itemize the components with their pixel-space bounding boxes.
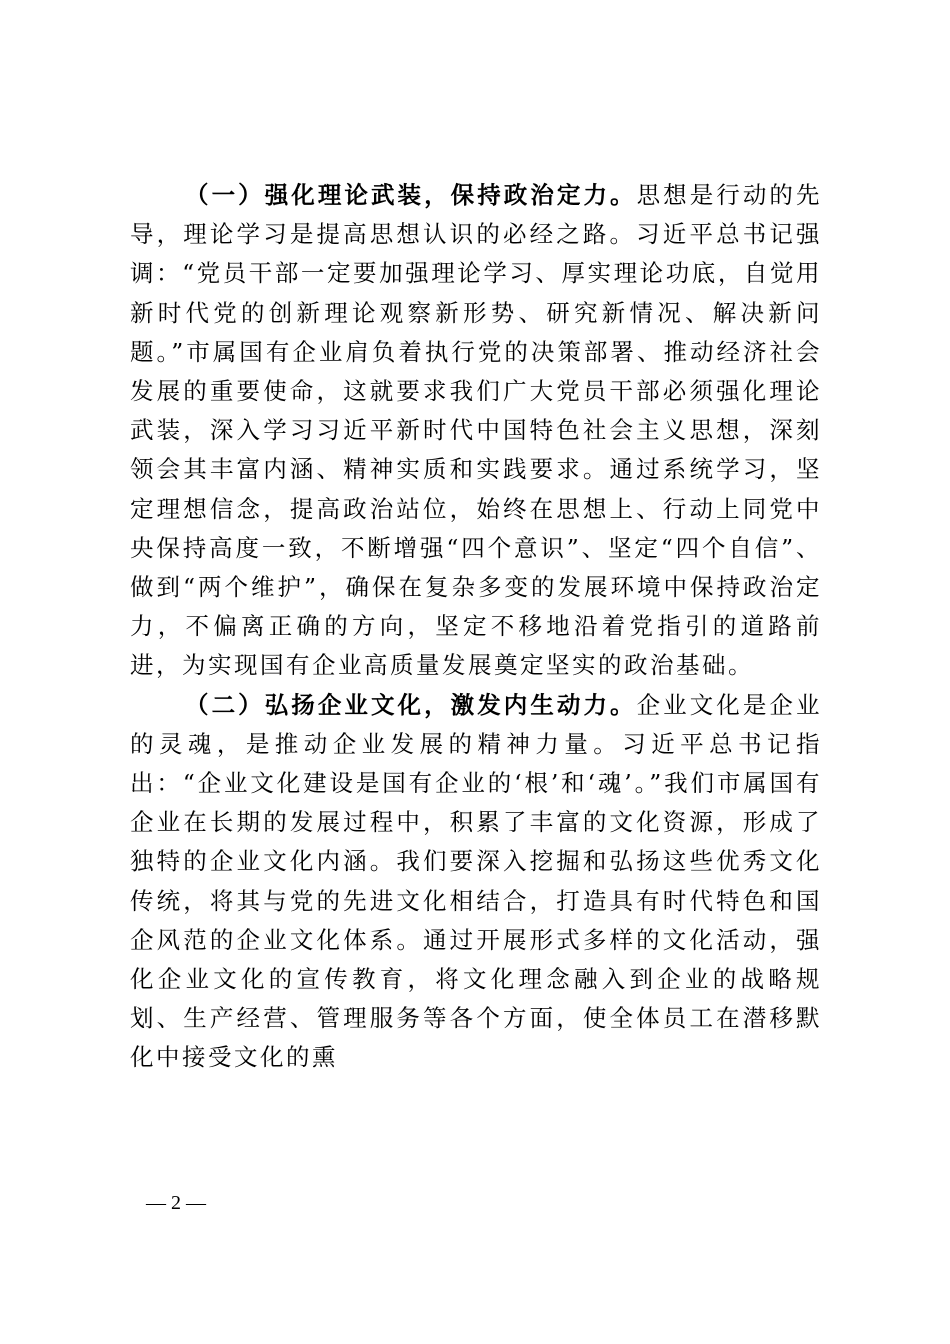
paragraph-2 <box>130 686 822 1078</box>
paragraph-2-body: 企业文化是企业的灵魂，是推动企业发展的精神力量。习近平总书记指出：“企业文化建设是国有企业的‘根’和‘魂’。”我们市属国有企业在长期的发展过程中，积累了丰富的文化资源，形成了独特的企业文化内涵。我们要深入挖掘和弘扬这些优秀文化传统，将其与党的先进文化相结合，打造具有时代特色和国企风范的企业文化体系。通过开展形式多样的文化活动，强化企业文化的宣传教育，将文化理念融入到企业的战略规划、生产经营、管理服务等各个方面，使全体员工在潜移默化中接受文化的熏 <box>130 690 823 1072</box>
paragraph-1-body: 思想是行动的先导，理论学习是提高思想认识的必经之路。习近平总书记强调：“党员干部一定要加强理论学习、厚实理论功底，自觉用新时代党的创新理论观察新形势、研究新情况、解决新问题。”市属国有企业肩负着执行党的决策部署、推动经济社会发展的重要使命，这就要求我们广大党员干部必须强化理论武装，深入学习习近平新时代中国特色社会主义思想，深刻领会其丰富内涵、精神实质和实践要求。通过系统学习，坚定理想信念，提高政治站位，始终在思想上、行动上同党中央保持高度一致，不断增强“四个意识”、坚定“四个自信”、做到“两个维护”，确保在复杂多变的发展环境中保持政治定力，不偏离正确的方向，坚定不移地沿着党指引的道路前进，为实现国有企业高质量发展奠定坚实的政治基础。 <box>130 181 823 680</box>
page-number: — 2 — <box>146 1192 206 1214</box>
paragraph-1 <box>130 176 822 686</box>
paragraph-1-heading: （一）强化理论武装，保持政治定力。 <box>185 181 637 209</box>
paragraph-2-heading: （二）弘扬企业文化，激发内生动力。 <box>185 690 637 719</box>
document-body <box>130 176 822 1078</box>
